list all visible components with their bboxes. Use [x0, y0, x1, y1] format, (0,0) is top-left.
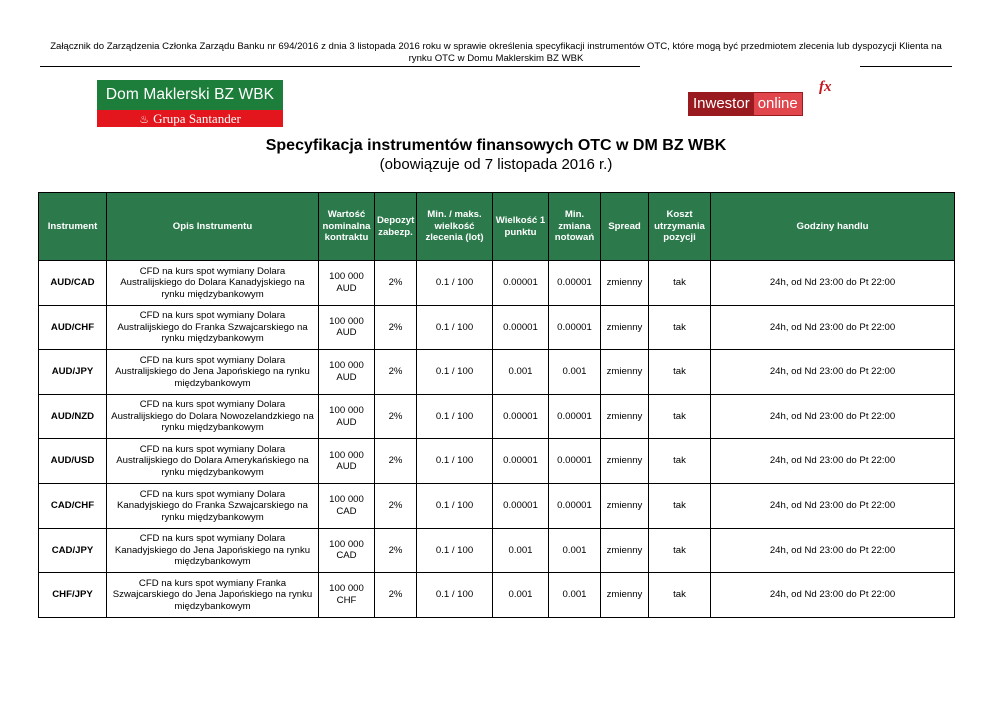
header-underline-left [40, 66, 640, 67]
col-spread-cell: zmienny [601, 305, 649, 350]
col-lot-cell: 0.1 / 100 [417, 305, 493, 350]
col-zmiana-cell: 0.001 [549, 528, 601, 573]
col-lot-cell: 0.1 / 100 [417, 528, 493, 573]
table-row [39, 439, 955, 484]
col-punkt-cell: 0.00001 [493, 394, 549, 439]
col-instrument-cell: CAD/CHF [39, 483, 107, 528]
col-opis-header: Opis Instrumentu [107, 193, 319, 261]
col-opis-cell: CFD na kurs spot wymiany Dolara Australijskiego do Jena Japońskiego na rynku międzybankowym [107, 350, 319, 395]
table-row [39, 573, 955, 618]
col-godziny-cell: 24h, od Nd 23:00 do Pt 22:00 [711, 261, 955, 306]
col-wartosc-cell: 100 000 AUD [319, 439, 375, 484]
table-row [39, 261, 955, 306]
col-spread-cell: zmienny [601, 261, 649, 306]
logo-bz-top: Dom Maklerski BZ WBK [97, 80, 283, 110]
col-koszt-cell: tak [649, 573, 711, 618]
col-koszt-cell: tak [649, 261, 711, 306]
table-row [39, 305, 955, 350]
col-opis-cell: CFD na kurs spot wymiany Franka Szwajcarskiego do Jena Japońskiego na rynku międzybankowym [107, 573, 319, 618]
col-depozyt-cell: 2% [375, 261, 417, 306]
table-row [39, 528, 955, 573]
col-depozyt-cell: 2% [375, 439, 417, 484]
table-header-row [39, 193, 955, 261]
col-punkt-cell: 0.001 [493, 350, 549, 395]
col-koszt-header: Koszt utrzymania pozycji [649, 193, 711, 261]
col-depozyt-header: Depozyt zabezp. [375, 193, 417, 261]
col-spread-cell: zmienny [601, 483, 649, 528]
table-row [39, 483, 955, 528]
page-subtitle: (obowiązuje od 7 listopada 2016 r.) [379, 156, 613, 173]
col-instrument-cell: AUD/CHF [39, 305, 107, 350]
col-zmiana-cell: 0.001 [549, 573, 601, 618]
col-wartosc-cell: 100 000 CAD [319, 528, 375, 573]
col-spread-cell: zmienny [601, 394, 649, 439]
col-godziny-cell: 24h, od Nd 23:00 do Pt 22:00 [711, 439, 955, 484]
col-lot-cell: 0.1 / 100 [417, 483, 493, 528]
col-opis-cell: CFD na kurs spot wymiany Dolara Kanadyjskiego do Franka Szwajcarskiego na rynku międzybankowym [107, 483, 319, 528]
col-wartosc-cell: 100 000 AUD [319, 261, 375, 306]
santander-flame-icon: ♨ [139, 114, 150, 126]
header-underline-right [860, 66, 952, 67]
col-depozyt-cell: 2% [375, 483, 417, 528]
col-spread-cell: zmienny [601, 350, 649, 395]
col-koszt-cell: tak [649, 305, 711, 350]
col-godziny-cell: 24h, od Nd 23:00 do Pt 22:00 [711, 394, 955, 439]
col-godziny-cell: 24h, od Nd 23:00 do Pt 22:00 [711, 528, 955, 573]
col-instrument-header: Instrument [39, 193, 107, 261]
col-punkt-cell: 0.00001 [493, 483, 549, 528]
col-punkt-cell: 0.00001 [493, 261, 549, 306]
col-depozyt-cell: 2% [375, 350, 417, 395]
logo-io-fx: fx [819, 79, 832, 95]
table-row [39, 394, 955, 439]
col-koszt-cell: tak [649, 350, 711, 395]
col-spread-cell: zmienny [601, 528, 649, 573]
logo-io-box [688, 92, 803, 116]
col-depozyt-cell: 2% [375, 394, 417, 439]
col-zmiana-cell: 0.00001 [549, 483, 601, 528]
col-koszt-cell: tak [649, 439, 711, 484]
col-spread-cell: zmienny [601, 573, 649, 618]
col-wartosc-cell: 100 000 AUD [319, 350, 375, 395]
col-spread-header: Spread [601, 193, 649, 261]
col-godziny-cell: 24h, od Nd 23:00 do Pt 22:00 [711, 305, 955, 350]
spec-table [38, 192, 955, 618]
logo-io-word2: online [754, 93, 802, 115]
col-punkt-cell: 0.001 [493, 528, 549, 573]
logo-bz-bottom [97, 110, 283, 127]
col-punkt-header: Wielkość 1 punktu [493, 193, 549, 261]
col-koszt-cell: tak [649, 394, 711, 439]
col-lot-header: Min. / maks. wielkość zlecenia (lot) [417, 193, 493, 261]
col-instrument-cell: AUD/JPY [39, 350, 107, 395]
col-instrument-cell: AUD/CAD [39, 261, 107, 306]
page-title: Specyfikacja instrumentów finansowych OTC w DM BZ WBK [265, 137, 727, 154]
col-lot-cell: 0.1 / 100 [417, 350, 493, 395]
col-lot-cell: 0.1 / 100 [417, 573, 493, 618]
logo-bz-bottom-text: Grupa Santander [153, 111, 241, 126]
logo-io-word1: Inwestor [689, 93, 754, 115]
col-zmiana-header: Min. zmiana notowań [549, 193, 601, 261]
col-lot-cell: 0.1 / 100 [417, 394, 493, 439]
col-wartosc-cell: 100 000 AUD [319, 394, 375, 439]
col-instrument-cell: CAD/JPY [39, 528, 107, 573]
col-koszt-cell: tak [649, 528, 711, 573]
table-body [39, 261, 955, 618]
col-opis-cell: CFD na kurs spot wymiany Dolara Australijskiego do Dolara Kanadyjskiego na rynku międzybankowym [107, 261, 319, 306]
col-opis-cell: CFD na kurs spot wymiany Dolara Kanadyjskiego do Jena Japońskiego na rynku międzybankowym [107, 528, 319, 573]
col-depozyt-cell: 2% [375, 573, 417, 618]
col-wartosc-header: Wartość nominalna kontraktu [319, 193, 375, 261]
col-punkt-cell: 0.00001 [493, 305, 549, 350]
col-zmiana-cell: 0.001 [549, 350, 601, 395]
col-wartosc-cell: 100 000 CAD [319, 483, 375, 528]
col-zmiana-cell: 0.00001 [549, 305, 601, 350]
header-note: Załącznik do Zarządzenia Członka Zarządu Banku nr 694/2016 z dnia 3 listopada 2016 roku w sprawie określenia specyfikacji instrumentów OTC, które mogą być przedmiotem zlecenia lub dyspozycji Klienta na rynku OTC w Domu Maklerskim BZ WBK [50, 41, 942, 64]
col-punkt-cell: 0.001 [493, 573, 549, 618]
inwestor-online-logo [688, 79, 840, 116]
table-row [39, 350, 955, 395]
col-wartosc-cell: 100 000 AUD [319, 305, 375, 350]
col-opis-cell: CFD na kurs spot wymiany Dolara Australijskiego do Franka Szwajcarskiego na rynku międzybankowym [107, 305, 319, 350]
col-wartosc-cell: 100 000 CHF [319, 573, 375, 618]
col-depozyt-cell: 2% [375, 528, 417, 573]
col-instrument-cell: AUD/USD [39, 439, 107, 484]
col-godziny-cell: 24h, od Nd 23:00 do Pt 22:00 [711, 350, 955, 395]
col-godziny-cell: 24h, od Nd 23:00 do Pt 22:00 [711, 483, 955, 528]
dm-bz-wbk-logo [97, 80, 283, 127]
col-opis-cell: CFD na kurs spot wymiany Dolara Australijskiego do Dolara Nowozelandzkiego na rynku międzybankowym [107, 394, 319, 439]
col-punkt-cell: 0.00001 [493, 439, 549, 484]
col-godziny-header: Godziny handlu [711, 193, 955, 261]
col-zmiana-cell: 0.00001 [549, 394, 601, 439]
col-lot-cell: 0.1 / 100 [417, 439, 493, 484]
col-depozyt-cell: 2% [375, 305, 417, 350]
col-lot-cell: 0.1 / 100 [417, 261, 493, 306]
col-instrument-cell: AUD/NZD [39, 394, 107, 439]
col-zmiana-cell: 0.00001 [549, 439, 601, 484]
col-godziny-cell: 24h, od Nd 23:00 do Pt 22:00 [711, 573, 955, 618]
col-spread-cell: zmienny [601, 439, 649, 484]
col-zmiana-cell: 0.00001 [549, 261, 601, 306]
col-koszt-cell: tak [649, 483, 711, 528]
col-instrument-cell: CHF/JPY [39, 573, 107, 618]
col-opis-cell: CFD na kurs spot wymiany Dolara Australijskiego do Dolara Amerykańskiego na rynku międzybankowym [107, 439, 319, 484]
